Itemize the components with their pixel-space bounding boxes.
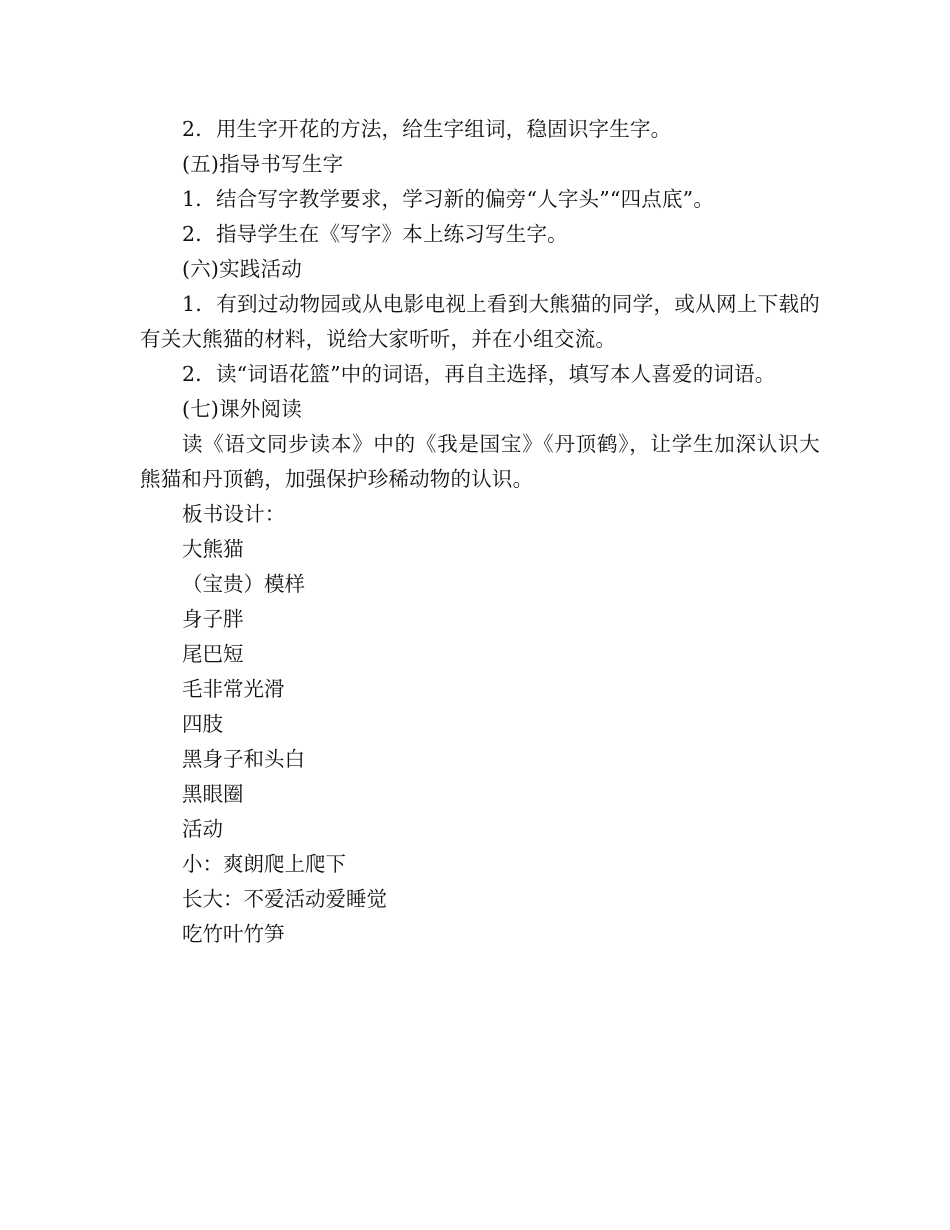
board-item: 黑眼圈 — [182, 782, 244, 806]
board-item: 黑身子和头白 — [182, 747, 305, 771]
heading-section-7: (七)课外阅读 — [182, 397, 302, 421]
paragraph-step-1-radicals: 1．结合写字教学要求，学习新的偏旁“人字头”“四点底”。 — [182, 187, 715, 211]
heading-board-design: 板书设计： — [182, 502, 286, 526]
board-item: 毛非常光滑 — [182, 677, 285, 701]
paragraph-step-2-word-building: 2．用生字开花的方法，给生字组词，稳固识字生字。 — [182, 117, 672, 141]
board-item: 大熊猫 — [182, 537, 244, 561]
board-item: 身子胖 — [182, 607, 244, 631]
board-design-list — [140, 532, 820, 952]
paragraph-step-2-word-basket: 2．读“词语花篮”中的词语，再自主选择，填写本人喜爱的词语。 — [182, 362, 776, 386]
board-item: 活动 — [182, 817, 223, 841]
board-item: 四肢 — [182, 712, 223, 736]
paragraph-extra-reading: 读《语文同步读本》中的《我是国宝》《丹顶鹤》，让学生加深认识大熊猫和丹顶鹤，加强保护珍稀动物的认识。 — [140, 432, 820, 491]
board-item: 长大：不爱活动爱睡觉 — [182, 887, 387, 911]
board-item: （宝贵）模样 — [182, 572, 305, 596]
board-item: 小：爽朗爬上爬下 — [182, 852, 346, 876]
heading-section-5: (五)指导书写生字 — [182, 152, 344, 176]
paragraph-step-1-share: 1．有到过动物园或从电影电视上看到大熊猫的同学，或从网上下载的有关大熊猫的材料，说给大家听听，并在小组交流。 — [140, 292, 820, 351]
board-item: 吃竹叶竹笋 — [182, 922, 285, 946]
board-item: 尾巴短 — [182, 642, 244, 666]
heading-section-6: (六)实践活动 — [182, 257, 302, 281]
paragraph-step-2-writing: 2．指导学生在《写字》本上练习写生字。 — [182, 222, 568, 246]
document-body — [140, 112, 820, 952]
